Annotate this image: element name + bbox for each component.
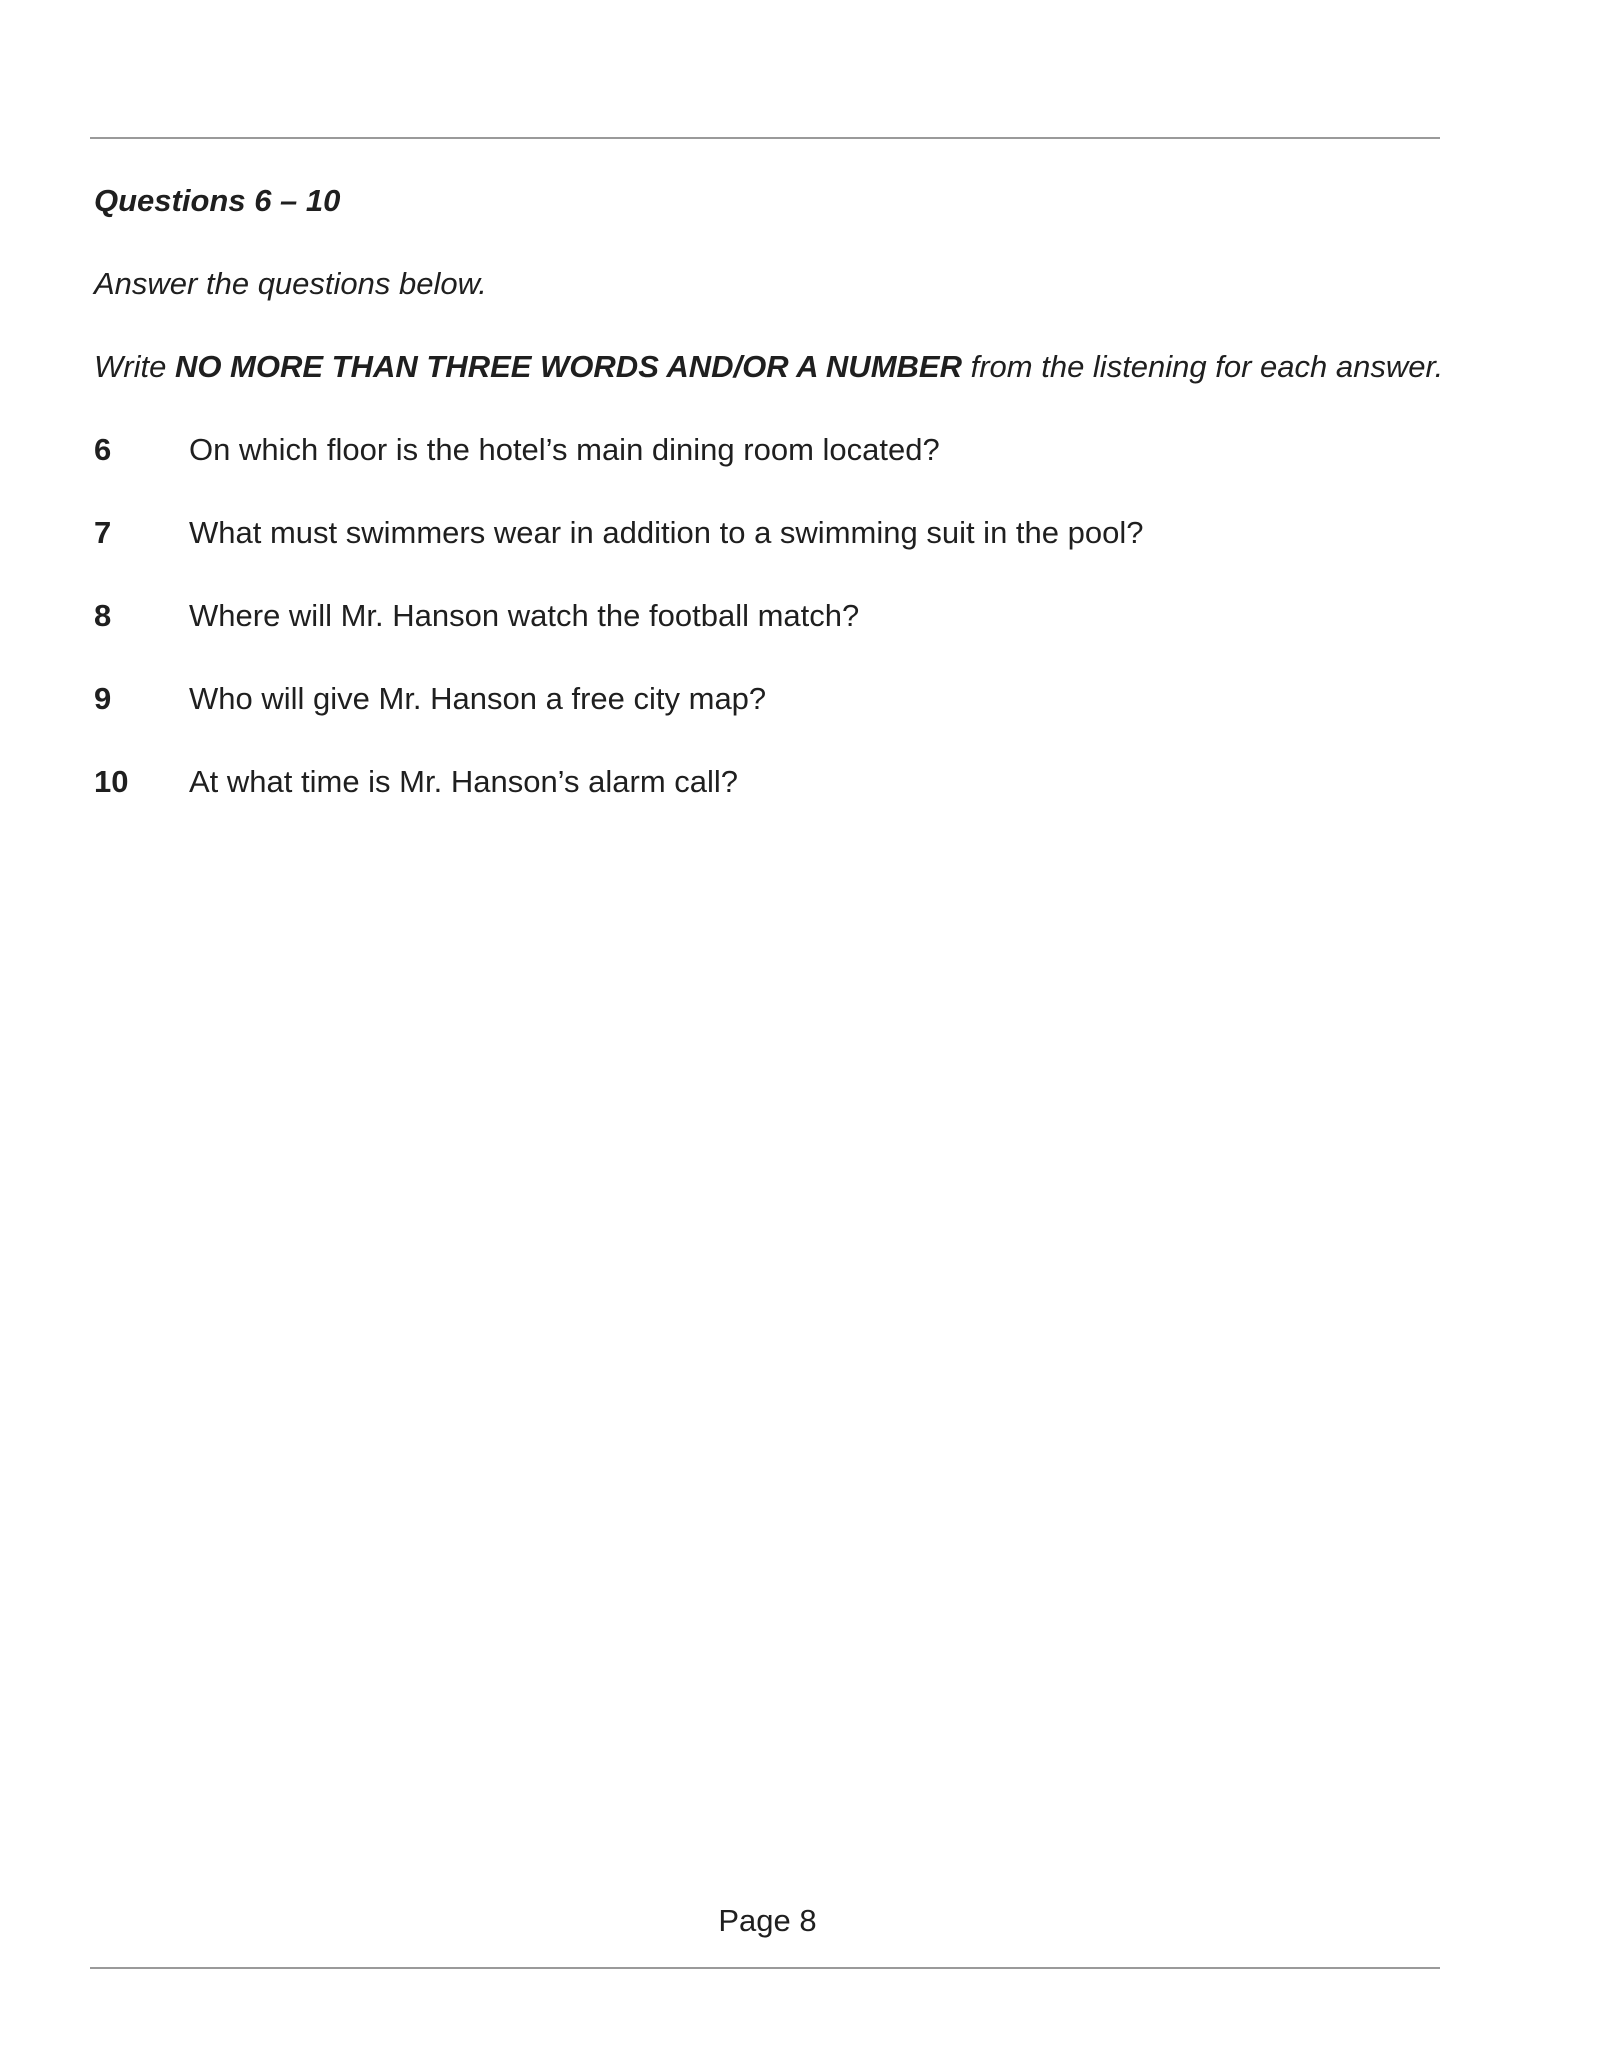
question-number: 8: [94, 598, 112, 633]
instruction-suffix: from the listening for each answer.: [961, 349, 1444, 384]
question-text: At what time is Mr. Hanson’s alarm call?: [189, 764, 739, 799]
question-number: 9: [94, 681, 112, 716]
question-text: Who will give Mr. Hanson a free city map?: [189, 681, 767, 716]
question-number: 10: [94, 764, 129, 799]
question-item: [94, 757, 1454, 807]
questions-section: [94, 176, 1454, 840]
instruction-prefix: Write: [94, 349, 175, 384]
question-item: [94, 591, 1454, 641]
question-number: 6: [94, 432, 112, 467]
question-item: [94, 425, 1454, 475]
section-heading: Questions 6 – 10: [94, 183, 341, 218]
page-number: Page 8: [718, 1903, 817, 1938]
instruction-word-limit: [94, 342, 1454, 392]
question-text: Where will Mr. Hanson watch the football match?: [189, 598, 860, 633]
instruction-emphasis: NO MORE THAN THREE WORDS AND/OR A NUMBER: [174, 349, 962, 384]
question-number: 7: [94, 515, 112, 550]
question-item: [94, 508, 1454, 558]
top-divider: [90, 137, 1440, 139]
instruction-answer: Answer the questions below.: [94, 266, 487, 301]
bottom-divider: [90, 1967, 1440, 1969]
question-item: [94, 674, 1454, 724]
question-text: What must swimmers wear in addition to a swimming suit in the pool?: [189, 515, 1144, 550]
question-text: On which floor is the hotel’s main dining room located?: [189, 432, 940, 467]
